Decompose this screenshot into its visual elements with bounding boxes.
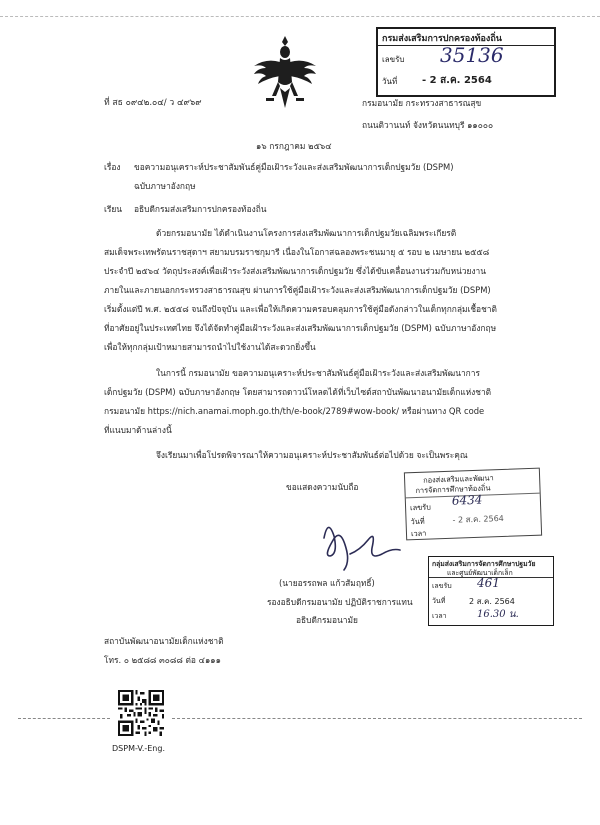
stamp-time-label: เวลา bbox=[432, 612, 447, 620]
stamp-date: 2 ส.ค. 2564 bbox=[469, 597, 515, 606]
stamp-date-label: วันที่ bbox=[382, 77, 398, 86]
stamp-receive-number: 461 bbox=[477, 576, 500, 590]
stamp-receive-number: 6434 bbox=[451, 492, 483, 508]
stamp-division-line-1: กองส่งเสริมและพัฒนา bbox=[422, 473, 494, 485]
stamp-division-line-2: การจัดการศึกษาท้องถิ่น bbox=[415, 483, 491, 495]
stamp-time-label: เวลา bbox=[410, 528, 427, 539]
receive-stamp-middle bbox=[404, 468, 542, 541]
subject-line-1: ขอความอนุเคราะห์ประชาสัมพันธ์คู่มือเฝ้าระวังและส่งเสริมพัฒนาการเด็กปฐมวัย (DSPM) bbox=[134, 162, 454, 172]
stamp-receive-number: 35136 bbox=[440, 43, 504, 67]
paragraph-line: ที่อาศัยอยู่ในประเทศไทย จึงได้จัดทำคู่มือเฝ้าระวังและส่งเสริมพัฒนาการเด็กปฐมวัย (DSPM) ฉบับภาษาอังกฤษ bbox=[104, 323, 497, 333]
stamp-office: กรมส่งเสริมการปกครองท้องถิ่น bbox=[382, 34, 502, 44]
stamp-date: - 2 ส.ค. 2564 bbox=[422, 75, 492, 86]
receive-stamp-top bbox=[376, 27, 556, 97]
stamp-receive-label: เลขรับ bbox=[409, 502, 432, 513]
paragraph-line: ประจำปี ๒๕๖๔ วัตถุประสงค์เพื่อเฝ้าระวังส่งเสริมพัฒนาการเด็กปฐมวัย ซึ่งได้ขับเคลื่อนงานร่วมกับหน่วยงาน bbox=[104, 266, 486, 276]
stamp-receive-label: เลขรับ bbox=[382, 55, 405, 64]
footer-organization: สถาบันพัฒนาอนามัยเด็กแห่งชาติ bbox=[104, 636, 224, 646]
stamp-date-label: วันที่ bbox=[432, 597, 446, 605]
stamp-date-label: วันที่ bbox=[410, 516, 425, 527]
stamp-time: 16.30 น. bbox=[477, 609, 519, 620]
qr-code[interactable] bbox=[118, 690, 164, 736]
footer-phone: โทร. ๐ ๒๕๘๘ ๓๐๘๘ ต่อ ๔๑๑๑ bbox=[104, 655, 221, 665]
subject-label: เรื่อง bbox=[104, 162, 121, 172]
paragraph-line: เพื่อให้ทุกกลุ่มเป้าหมายสามารถนำไปใช้งานได้สะดวกยิ่งขึ้น bbox=[104, 342, 316, 352]
stamp-receive-label: เลขรับ bbox=[432, 582, 452, 590]
paragraph-line: ที่แนบมาด้านล่างนี้ bbox=[104, 425, 172, 435]
garuda-emblem bbox=[250, 32, 320, 112]
regards-text: ขอแสดงความนับถือ bbox=[286, 482, 359, 492]
footer-divider-right bbox=[172, 718, 582, 719]
paragraph-line: กรมอนามัย https://nich.anamai.moph.go.th/th/e-book/2789#wow-book/ หรือผ่านทาง QR code bbox=[104, 406, 485, 416]
subject-line-2: ฉบับภาษาอังกฤษ bbox=[134, 181, 196, 191]
paragraph-line: เริ่มตั้งแต่ปี พ.ศ. ๒๕๕๘ จนถึงปัจจุบัน และเพื่อให้เกิดความครอบคลุมการใช้คู่มือดังกล่าวในเด็กทุกกลุ่มเชื้อชาติ bbox=[104, 304, 497, 314]
stamp-group-line-1: กลุ่มส่งเสริมการจัดการศึกษาปฐมวัย bbox=[432, 560, 536, 568]
stamp-group-line-2: และศูนย์พัฒนาเด็กเล็ก bbox=[447, 569, 513, 577]
signature-scribble bbox=[310, 508, 410, 574]
closing-sentence: จึงเรียนมาเพื่อโปรดพิจารณาให้ความอนุเคราะห์ประชาสัมพันธ์ต่อไปด้วย จะเป็นพระคุณ bbox=[156, 450, 468, 460]
signatory-position-1: รองอธิบดีกรมอนามัย ปฏิบัติราชการแทน bbox=[267, 597, 413, 607]
paragraph-line: ในการนี้ กรมอนามัย ขอความอนุเคราะห์ประชาสัมพันธ์คู่มือเฝ้าระวังและส่งเสริมพัฒนาการ bbox=[156, 368, 480, 378]
qr-caption: DSPM-V.-Eng. bbox=[112, 744, 165, 753]
paragraph-line: ด้วยกรมอนามัย ได้ดำเนินงานโครงการส่งเสริมพัฒนาการเด็กปฐมวัยเฉลิมพระเกียรติ bbox=[156, 228, 457, 238]
receive-stamp-lower bbox=[428, 556, 554, 626]
signatory-position-2: อธิบดีกรมอนามัย bbox=[296, 615, 358, 625]
recipient-name: อธิบดีกรมส่งเสริมการปกครองท้องถิ่น bbox=[134, 204, 267, 214]
paragraph-line: ภายในและภายนอกกระทรวงสาธารณสุข ผ่านการใช้คู่มือเฝ้าระวังและส่งเสริมพัฒนาการเด็กปฐมวัย (DSPM) bbox=[104, 285, 491, 295]
footer-divider-left bbox=[18, 718, 110, 719]
sender-address: ถนนติวานนท์ จังหวัดนนทบุรี ๑๑๐๐๐ bbox=[362, 120, 494, 130]
scan-edge-line bbox=[0, 16, 600, 17]
recipient-label: เรียน bbox=[104, 204, 122, 214]
sender-agency: กรมอนามัย กระทรวงสาธารณสุข bbox=[362, 98, 482, 108]
document-number: ที่ สธ ๐๙๔๒.๐๔/ ว ๔๙๖๙ bbox=[104, 98, 202, 108]
paragraph-line: เด็กปฐมวัย (DSPM) ฉบับภาษาอังกฤษ โดยสามารถดาวน์โหลดได้ที่เว็บไซต์สถาบันพัฒนาอนามัยเด็กแห่งชาติ bbox=[104, 387, 492, 397]
signatory-name: (นายอรรถพล แก้วสัมฤทธิ์) bbox=[279, 578, 375, 588]
stamp-date: - 2 ส.ค. 2564 bbox=[452, 513, 504, 525]
paragraph-line: สมเด็จพระเทพรัตนราชสุดาฯ สยามบรมราชกุมารี เนื่องในโอกาสฉลองพระชนมายุ ๕ รอบ ๒ เมษายน ๒๕๕๘ bbox=[104, 247, 490, 257]
letter-date: ๑๖ กรกฎาคม ๒๕๖๔ bbox=[256, 141, 332, 151]
